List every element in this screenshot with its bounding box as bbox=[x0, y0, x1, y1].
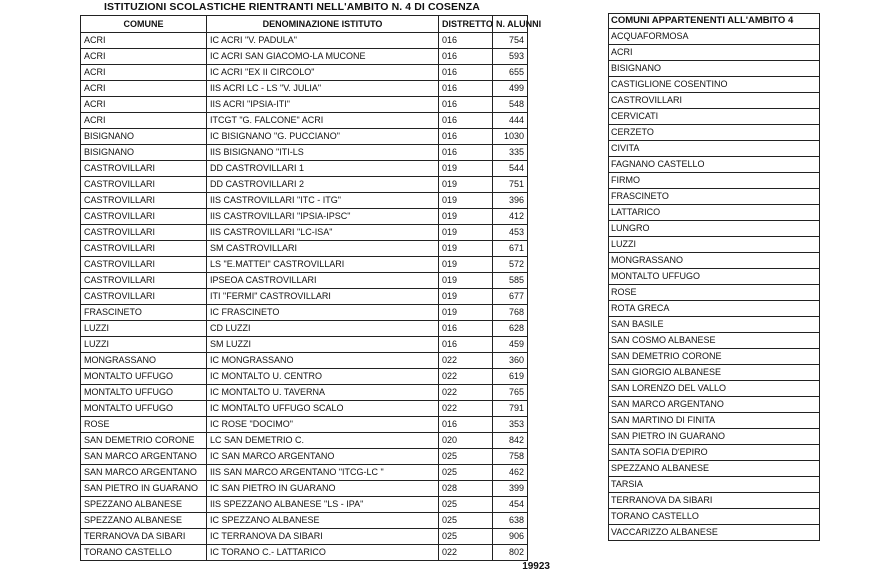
cell-alunni: 791 bbox=[493, 401, 528, 417]
cell-alunni: 754 bbox=[493, 33, 528, 49]
cell-alunni: 544 bbox=[493, 161, 528, 177]
cell-denominazione: IC ROSE "DOCIMO" bbox=[207, 417, 439, 433]
cell-comune: BISIGNANO bbox=[81, 129, 207, 145]
cell-denominazione: IIS CASTROVILLARI "LC-ISA" bbox=[207, 225, 439, 241]
cell-distretto: 022 bbox=[439, 401, 493, 417]
table-row bbox=[81, 465, 528, 481]
cell-alunni: 765 bbox=[493, 385, 528, 401]
list-item bbox=[609, 413, 820, 429]
cell-alunni: 454 bbox=[493, 497, 528, 513]
cell-comune: MONTALTO UFFUGO bbox=[81, 401, 207, 417]
cell-alunni: 335 bbox=[493, 145, 528, 161]
cell-denominazione: DD CASTROVILLARI 1 bbox=[207, 161, 439, 177]
list-item bbox=[609, 381, 820, 397]
cell-alunni: 585 bbox=[493, 273, 528, 289]
comune-name: SAN MARCO ARGENTANO bbox=[609, 397, 820, 413]
cell-distretto: 025 bbox=[439, 529, 493, 545]
cell-alunni: 548 bbox=[493, 97, 528, 113]
cell-comune: LUZZI bbox=[81, 337, 207, 353]
list-item bbox=[609, 45, 820, 61]
comune-name: LUNGRO bbox=[609, 221, 820, 237]
table-row bbox=[81, 305, 528, 321]
cell-distretto: 019 bbox=[439, 209, 493, 225]
cell-comune: ACRI bbox=[81, 81, 207, 97]
table-row bbox=[81, 145, 528, 161]
comune-name: LATTARICO bbox=[609, 205, 820, 221]
cell-alunni: 396 bbox=[493, 193, 528, 209]
cell-comune: CASTROVILLARI bbox=[81, 257, 207, 273]
cell-comune: CASTROVILLARI bbox=[81, 193, 207, 209]
cell-comune: TORANO CASTELLO bbox=[81, 545, 207, 561]
page-title: ISTITUZIONI SCOLASTICHE RIENTRANTI NELL'AMBITO N. 4 DI COSENZA bbox=[103, 1, 480, 13]
total-alunni: 19923 bbox=[522, 561, 550, 572]
cell-distretto: 016 bbox=[439, 97, 493, 113]
list-item bbox=[609, 349, 820, 365]
table-row bbox=[81, 49, 528, 65]
comune-name: ACQUAFORMOSA bbox=[609, 29, 820, 45]
list-item bbox=[609, 301, 820, 317]
comune-name: SAN MARTINO DI FINITA bbox=[609, 413, 820, 429]
comune-name: SANTA SOFIA D'EPIRO bbox=[609, 445, 820, 461]
cell-denominazione: IIS CASTROVILLARI "IPSIA-IPSC" bbox=[207, 209, 439, 225]
cell-denominazione: IIS SPEZZANO ALBANESE "LS - IPA" bbox=[207, 497, 439, 513]
cell-denominazione: IC TERRANOVA DA SIBARI bbox=[207, 529, 439, 545]
cell-distretto: 022 bbox=[439, 545, 493, 561]
table-row bbox=[81, 97, 528, 113]
cell-distretto: 016 bbox=[439, 33, 493, 49]
table-row bbox=[81, 161, 528, 177]
cell-denominazione: IC ACRI "EX II CIRCOLO" bbox=[207, 65, 439, 81]
list-item bbox=[609, 477, 820, 493]
cell-comune: MONTALTO UFFUGO bbox=[81, 369, 207, 385]
comuni-table bbox=[608, 13, 820, 541]
cell-denominazione: ITCGT "G. FALCONE" ACRI bbox=[207, 113, 439, 129]
cell-alunni: 1030 bbox=[493, 129, 528, 145]
list-item bbox=[609, 493, 820, 509]
cell-comune: SAN MARCO ARGENTANO bbox=[81, 465, 207, 481]
list-item bbox=[609, 253, 820, 269]
cell-alunni: 628 bbox=[493, 321, 528, 337]
comune-name: VACCARIZZO ALBANESE bbox=[609, 525, 820, 541]
list-item bbox=[609, 525, 820, 541]
comune-name: CASTIGLIONE COSENTINO bbox=[609, 77, 820, 93]
comune-name: BISIGNANO bbox=[609, 61, 820, 77]
cell-distretto: 016 bbox=[439, 81, 493, 97]
schools-table bbox=[80, 15, 542, 561]
cell-denominazione: IC SAN MARCO ARGENTANO bbox=[207, 449, 439, 465]
table-row bbox=[81, 401, 528, 417]
comune-name: FAGNANO CASTELLO bbox=[609, 157, 820, 173]
cell-alunni: 459 bbox=[493, 337, 528, 353]
cell-denominazione: IC MONTALTO U. TAVERNA bbox=[207, 385, 439, 401]
comuni-header: COMUNI APPARTENENTI ALL'AMBITO 4 bbox=[609, 14, 820, 29]
cell-distretto: 016 bbox=[439, 321, 493, 337]
cell-alunni: 353 bbox=[493, 417, 528, 433]
cell-alunni: 462 bbox=[493, 465, 528, 481]
cell-comune: SAN DEMETRIO CORONE bbox=[81, 433, 207, 449]
list-item bbox=[609, 285, 820, 301]
table-row bbox=[81, 337, 528, 353]
table-row bbox=[81, 81, 528, 97]
cell-comune: CASTROVILLARI bbox=[81, 161, 207, 177]
cell-comune: ACRI bbox=[81, 49, 207, 65]
cell-comune: CASTROVILLARI bbox=[81, 241, 207, 257]
comune-name: CIVITA bbox=[609, 141, 820, 157]
list-item bbox=[609, 269, 820, 285]
cell-distretto: 016 bbox=[439, 49, 493, 65]
cell-denominazione: IC MONTALTO U. CENTRO bbox=[207, 369, 439, 385]
cell-distretto: 025 bbox=[439, 513, 493, 529]
table-row bbox=[81, 369, 528, 385]
header-alunni: N. ALUNNI bbox=[493, 16, 528, 33]
cell-comune: CASTROVILLARI bbox=[81, 209, 207, 225]
comune-name: SAN GIORGIO ALBANESE bbox=[609, 365, 820, 381]
cell-comune: MONGRASSANO bbox=[81, 353, 207, 369]
cell-distretto: 016 bbox=[439, 129, 493, 145]
schools-header-row bbox=[81, 16, 528, 33]
list-item bbox=[609, 189, 820, 205]
cell-denominazione: IIS BISIGNANO "ITI-LS bbox=[207, 145, 439, 161]
cell-distretto: 019 bbox=[439, 161, 493, 177]
cell-denominazione: ITI "FERMI" CASTROVILLARI bbox=[207, 289, 439, 305]
table-row bbox=[81, 385, 528, 401]
list-item bbox=[609, 205, 820, 221]
comune-name: ROSE bbox=[609, 285, 820, 301]
cell-distretto: 019 bbox=[439, 177, 493, 193]
table-row bbox=[81, 449, 528, 465]
comune-name: MONGRASSANO bbox=[609, 253, 820, 269]
comune-name: ACRI bbox=[609, 45, 820, 61]
cell-distretto: 019 bbox=[439, 193, 493, 209]
cell-distretto: 025 bbox=[439, 497, 493, 513]
cell-denominazione: DD CASTROVILLARI 2 bbox=[207, 177, 439, 193]
cell-denominazione: IC SAN PIETRO IN GUARANO bbox=[207, 481, 439, 497]
comune-name: SAN COSMO ALBANESE bbox=[609, 333, 820, 349]
cell-denominazione: IC MONTALTO UFFUGO SCALO bbox=[207, 401, 439, 417]
cell-alunni: 677 bbox=[493, 289, 528, 305]
cell-comune: ACRI bbox=[81, 97, 207, 113]
cell-denominazione: SM LUZZI bbox=[207, 337, 439, 353]
list-item bbox=[609, 461, 820, 477]
comune-name: CERVICATI bbox=[609, 109, 820, 125]
cell-comune: CASTROVILLARI bbox=[81, 273, 207, 289]
comune-name: CERZETO bbox=[609, 125, 820, 141]
cell-denominazione: IC FRASCINETO bbox=[207, 305, 439, 321]
comune-name: SAN DEMETRIO CORONE bbox=[609, 349, 820, 365]
cell-distretto: 016 bbox=[439, 113, 493, 129]
cell-comune: SPEZZANO ALBANESE bbox=[81, 513, 207, 529]
cell-denominazione: IC SPEZZANO ALBANESE bbox=[207, 513, 439, 529]
header-distretto: DISTRETTO bbox=[439, 16, 493, 33]
list-item bbox=[609, 109, 820, 125]
cell-distretto: 016 bbox=[439, 145, 493, 161]
cell-distretto: 019 bbox=[439, 241, 493, 257]
comuni-header-row bbox=[609, 14, 820, 29]
table-row bbox=[81, 289, 528, 305]
cell-alunni: 671 bbox=[493, 241, 528, 257]
cell-distretto: 022 bbox=[439, 353, 493, 369]
cell-alunni: 499 bbox=[493, 81, 528, 97]
cell-comune: ROSE bbox=[81, 417, 207, 433]
comune-name: CASTROVILLARI bbox=[609, 93, 820, 109]
cell-distretto: 022 bbox=[439, 369, 493, 385]
cell-denominazione: SM CASTROVILLARI bbox=[207, 241, 439, 257]
comune-name: TARSIA bbox=[609, 477, 820, 493]
cell-comune: SPEZZANO ALBANESE bbox=[81, 497, 207, 513]
cell-comune: ACRI bbox=[81, 65, 207, 81]
cell-distretto: 022 bbox=[439, 385, 493, 401]
cell-denominazione: IIS CASTROVILLARI "ITC - ITG" bbox=[207, 193, 439, 209]
cell-distretto: 028 bbox=[439, 481, 493, 497]
cell-alunni: 768 bbox=[493, 305, 528, 321]
table-row bbox=[81, 353, 528, 369]
cell-alunni: 655 bbox=[493, 65, 528, 81]
cell-denominazione: CD LUZZI bbox=[207, 321, 439, 337]
table-row bbox=[81, 321, 528, 337]
cell-alunni: 619 bbox=[493, 369, 528, 385]
cell-denominazione: IC MONGRASSANO bbox=[207, 353, 439, 369]
cell-denominazione: IIS ACRI "IPSIA-ITI" bbox=[207, 97, 439, 113]
table-row bbox=[81, 177, 528, 193]
cell-distretto: 025 bbox=[439, 465, 493, 481]
comune-name: TERRANOVA DA SIBARI bbox=[609, 493, 820, 509]
list-item bbox=[609, 93, 820, 109]
list-item bbox=[609, 141, 820, 157]
table-row bbox=[81, 65, 528, 81]
table-row bbox=[81, 257, 528, 273]
list-item bbox=[609, 237, 820, 253]
list-item bbox=[609, 61, 820, 77]
list-item bbox=[609, 429, 820, 445]
cell-denominazione: IIS SAN MARCO ARGENTANO "ITCG-LC " bbox=[207, 465, 439, 481]
cell-comune: LUZZI bbox=[81, 321, 207, 337]
cell-distretto: 019 bbox=[439, 305, 493, 321]
cell-alunni: 412 bbox=[493, 209, 528, 225]
table-row bbox=[81, 273, 528, 289]
list-item bbox=[609, 333, 820, 349]
table-row bbox=[81, 113, 528, 129]
cell-distretto: 020 bbox=[439, 433, 493, 449]
cell-distretto: 019 bbox=[439, 289, 493, 305]
list-item bbox=[609, 509, 820, 525]
cell-denominazione: LS "E.MATTEI" CASTROVILLARI bbox=[207, 257, 439, 273]
cell-distretto: 016 bbox=[439, 417, 493, 433]
cell-denominazione: IC ACRI SAN GIACOMO-LA MUCONE bbox=[207, 49, 439, 65]
cell-denominazione: IPSEOA CASTROVILLARI bbox=[207, 273, 439, 289]
comune-name: SAN LORENZO DEL VALLO bbox=[609, 381, 820, 397]
list-item bbox=[609, 125, 820, 141]
cell-distretto: 019 bbox=[439, 273, 493, 289]
list-item bbox=[609, 173, 820, 189]
cell-comune: SAN MARCO ARGENTANO bbox=[81, 449, 207, 465]
cell-comune: CASTROVILLARI bbox=[81, 225, 207, 241]
cell-distretto: 019 bbox=[439, 257, 493, 273]
cell-alunni: 593 bbox=[493, 49, 528, 65]
comune-name: LUZZI bbox=[609, 237, 820, 253]
cell-comune: CASTROVILLARI bbox=[81, 177, 207, 193]
comune-name: ROTA GRECA bbox=[609, 301, 820, 317]
cell-comune: CASTROVILLARI bbox=[81, 289, 207, 305]
cell-alunni: 399 bbox=[493, 481, 528, 497]
cell-distretto: 016 bbox=[439, 337, 493, 353]
table-row bbox=[81, 545, 528, 561]
table-row bbox=[81, 33, 528, 49]
table-row bbox=[81, 129, 528, 145]
list-item bbox=[609, 157, 820, 173]
table-row bbox=[81, 241, 528, 257]
list-item bbox=[609, 221, 820, 237]
cell-comune: ACRI bbox=[81, 33, 207, 49]
cell-alunni: 906 bbox=[493, 529, 528, 545]
comune-name: FRASCINETO bbox=[609, 189, 820, 205]
comune-name: SAN BASILE bbox=[609, 317, 820, 333]
comune-name: FIRMO bbox=[609, 173, 820, 189]
cell-distretto: 016 bbox=[439, 65, 493, 81]
cell-alunni: 751 bbox=[493, 177, 528, 193]
table-row bbox=[81, 433, 528, 449]
header-comune: COMUNE bbox=[81, 16, 207, 33]
list-item bbox=[609, 317, 820, 333]
table-row bbox=[81, 529, 528, 545]
cell-denominazione: LC SAN DEMETRIO C. bbox=[207, 433, 439, 449]
comune-name: MONTALTO UFFUGO bbox=[609, 269, 820, 285]
table-row bbox=[81, 209, 528, 225]
table-row bbox=[81, 417, 528, 433]
list-item bbox=[609, 445, 820, 461]
list-item bbox=[609, 77, 820, 93]
cell-comune: MONTALTO UFFUGO bbox=[81, 385, 207, 401]
cell-comune: ACRI bbox=[81, 113, 207, 129]
table-row bbox=[81, 225, 528, 241]
list-item bbox=[609, 365, 820, 381]
cell-alunni: 802 bbox=[493, 545, 528, 561]
cell-alunni: 572 bbox=[493, 257, 528, 273]
cell-alunni: 453 bbox=[493, 225, 528, 241]
header-denominazione: DENOMINAZIONE ISTITUTO bbox=[207, 16, 439, 33]
cell-distretto: 025 bbox=[439, 449, 493, 465]
cell-alunni: 758 bbox=[493, 449, 528, 465]
list-item bbox=[609, 397, 820, 413]
cell-comune: FRASCINETO bbox=[81, 305, 207, 321]
cell-denominazione: IIS ACRI LC - LS "V. JULIA" bbox=[207, 81, 439, 97]
cell-comune: TERRANOVA DA SIBARI bbox=[81, 529, 207, 545]
cell-alunni: 842 bbox=[493, 433, 528, 449]
cell-distretto: 019 bbox=[439, 225, 493, 241]
table-row bbox=[81, 193, 528, 209]
list-item bbox=[609, 29, 820, 45]
cell-denominazione: IC TORANO C.- LATTARICO bbox=[207, 545, 439, 561]
table-row bbox=[81, 513, 528, 529]
cell-denominazione: IC ACRI "V. PADULA" bbox=[207, 33, 439, 49]
comune-name: SPEZZANO ALBANESE bbox=[609, 461, 820, 477]
cell-comune: BISIGNANO bbox=[81, 145, 207, 161]
table-row bbox=[81, 497, 528, 513]
cell-comune: SAN PIETRO IN GUARANO bbox=[81, 481, 207, 497]
table-row bbox=[81, 481, 528, 497]
cell-alunni: 444 bbox=[493, 113, 528, 129]
cell-alunni: 360 bbox=[493, 353, 528, 369]
comune-name: TORANO CASTELLO bbox=[609, 509, 820, 525]
cell-denominazione: IC BISIGNANO "G. PUCCIANO" bbox=[207, 129, 439, 145]
comune-name: SAN PIETRO IN GUARANO bbox=[609, 429, 820, 445]
cell-alunni: 638 bbox=[493, 513, 528, 529]
